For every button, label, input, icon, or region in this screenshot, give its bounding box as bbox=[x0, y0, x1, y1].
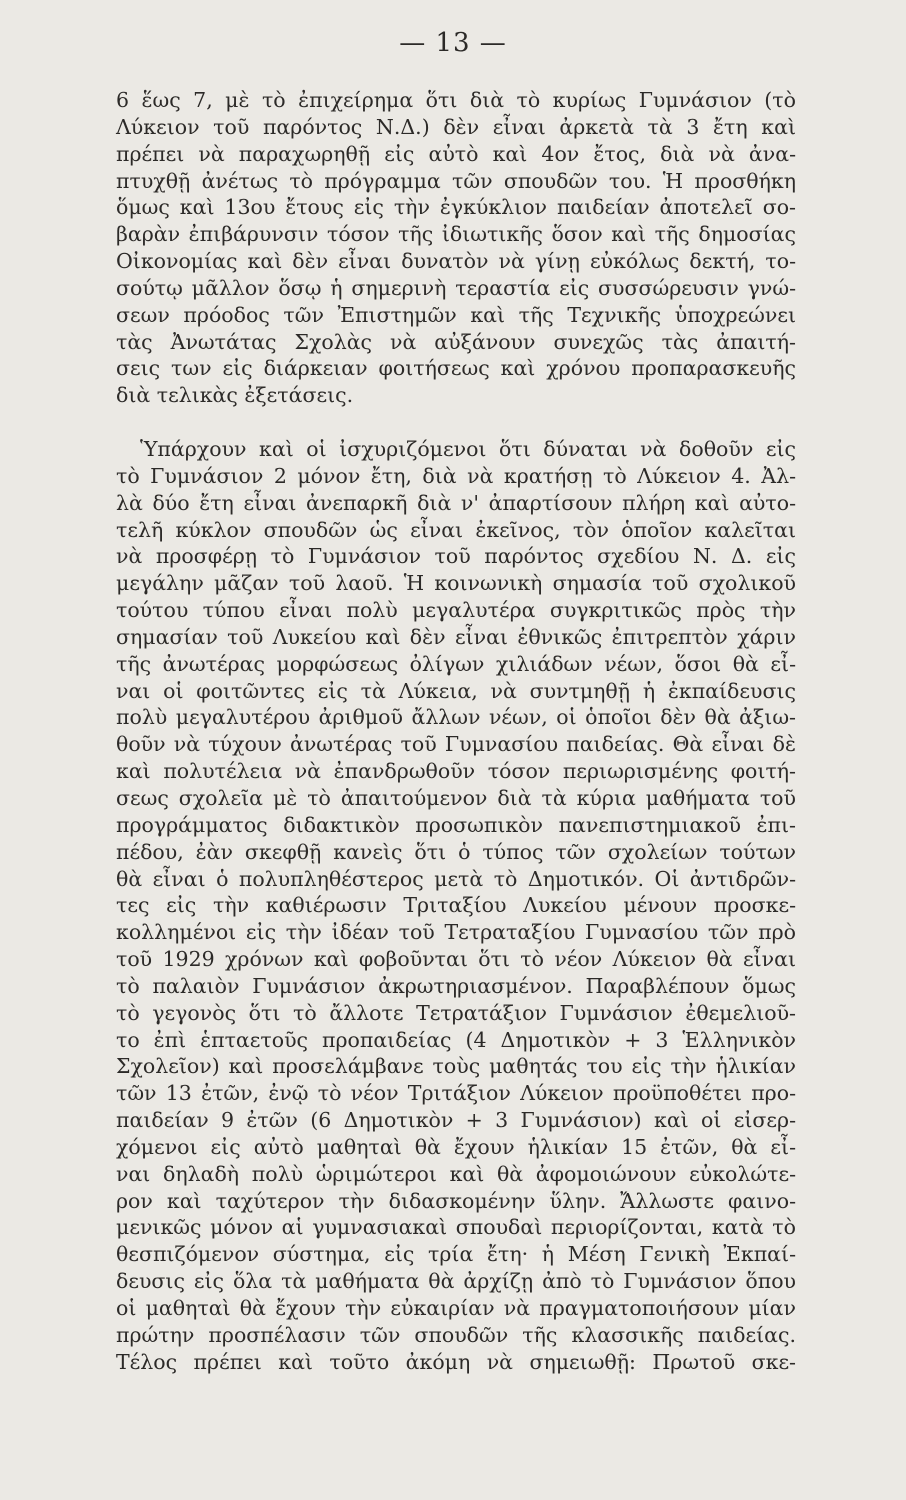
text-line: τὸ γεγονὸς ὅτι τὸ ἄλλοτε Τετρατάξιον Γυμνάσιον ἐθεμελιοῦ- bbox=[116, 1000, 796, 1025]
text-line: Τέλος πρέπει καὶ τοῦτο ἀκόμη νὰ σημειωθῇ: Πρωτοῦ σκε- bbox=[116, 1349, 796, 1374]
text-line: τελῆ κύκλον σπουδῶν ὡς εἶναι ἐκεῖνος, τὸν ὁποῖον καλεῖται bbox=[116, 517, 796, 542]
text-line: χόμενοι εἰς αὐτὸ μαθηταὶ θὰ ἔχουν ἡλικίαν 15 ἐτῶν, θὰ εἶ- bbox=[116, 1134, 796, 1159]
text-line: Οἰκονομίας καὶ δὲν εἶναι δυνατὸν νὰ γίνῃ εὐκόλως δεκτή, το- bbox=[116, 249, 796, 274]
text-line: νὰ προσφέρῃ τὸ Γυμνάσιον τοῦ παρόντος σχεδίου Ν. Δ. εἰς bbox=[116, 544, 796, 569]
text-line: ρον καὶ ταχύτερον τὴν διδασκομένην ὕλην. Ἄλλωστε φαινο- bbox=[116, 1188, 796, 1213]
text-line: κολλημένοι εἰς τὴν ἰδέαν τοῦ Τετραταξίου Γυμνασίου τῶν πρὸ bbox=[116, 920, 796, 945]
text-line: τὰς Ἀνωτάτας Σχολὰς νὰ αὐξάνουν συνεχῶς τὰς ἀπαιτή- bbox=[116, 329, 796, 354]
text-line: θοῦν νὰ τύχουν ἀνωτέρας τοῦ Γυμνασίου παιδείας. Θὰ εἶναι δὲ bbox=[116, 732, 796, 757]
text-line: θὰ εἶναι ὁ πολυπληθέστερος μετὰ τὸ Δημοτικόν. Οἱ ἀντιδρῶν- bbox=[116, 866, 796, 891]
text-line: ναι δηλαδὴ πολὺ ὡριμώτεροι καὶ θὰ ἀφομοιώνουν εὐκολώτε- bbox=[116, 1161, 796, 1186]
text-line: τῆς ἀνωτέρας μορφώσεως ὀλίγων χιλιάδων νέων, ὅσοι θὰ εἶ- bbox=[116, 651, 796, 676]
paragraph-1 bbox=[116, 87, 796, 409]
page-number: — 13 — bbox=[399, 28, 507, 58]
text-line: πρώτην προσπέλασιν τῶν σπουδῶν τῆς κλασσικῆς παιδείας. bbox=[116, 1322, 796, 1347]
text-line: βαρὰν ἐπιβάρυνσιν τόσον τῆς ἰδιωτικῆς ὅσον καὶ τῆς δημοσίας bbox=[116, 222, 796, 247]
text-line: διὰ τελικὰς ἐξετάσεις. bbox=[116, 383, 354, 408]
text-line: μενικῶς μόνον αἱ γυμνασιακαὶ σπουδαὶ περιορίζονται, κατὰ τὸ bbox=[116, 1215, 796, 1240]
text-line: 6 ἕως 7, μὲ τὸ ἐπιχείρημα ὅτι διὰ τὸ κυρίως Γυμνάσιον (τὸ bbox=[116, 88, 796, 112]
text-line: σούτῳ μᾶλλον ὅσῳ ἡ σημερινὴ τεραστία εἰς συσσώρευσιν γνώ- bbox=[116, 275, 796, 300]
text-line: προγράμματος διδακτικὸν προσωπικὸν πανεπιστημιακοῦ ἐπι- bbox=[116, 812, 796, 837]
text-line: πέδου, ἐὰν σκεφθῇ κανεὶς ὅτι ὁ τύπος τῶν σχολείων τούτων bbox=[116, 839, 796, 864]
text-line: Σχολεῖον) καὶ προσελάμβανε τοὺς μαθητάς του εἰς τὴν ἡλικίαν bbox=[116, 1054, 796, 1079]
paragraph-2 bbox=[116, 436, 796, 1376]
text-line: τούτου τύπου εἶναι πολὺ μεγαλυτέρα συγκριτικῶς πρὸς τὴν bbox=[116, 598, 796, 623]
text-line: το ἐπὶ ἑπταετοῦς προπαιδείας (4 Δημοτικὸν + 3 Ἑλληνικὸν bbox=[116, 1027, 796, 1052]
text-line: ναι οἱ φοιτῶντες εἰς τὰ Λύκεια, νὰ συντμηθῇ ἡ ἐκπαίδευσις bbox=[116, 678, 796, 703]
text-line: δευσις εἰς ὅλα τὰ μαθήματα θὰ ἀρχίζῃ ἀπὸ τὸ Γυμνάσιον ὅπου bbox=[116, 1269, 796, 1294]
text-line: οἱ μαθηταὶ θὰ ἔχουν τὴν εὐκαιρίαν νὰ πραγματοποιήσουν μίαν bbox=[116, 1296, 796, 1320]
text-line: παιδείαν 9 ἐτῶν (6 Δημοτικὸν + 3 Γυμνάσιον) καὶ οἱ εἰσερ- bbox=[116, 1108, 796, 1133]
text-line: σεων πρόοδος τῶν Ἐπιστημῶν καὶ τῆς Τεχνικῆς ὑποχρεώνει bbox=[116, 302, 796, 327]
text-line: πτυχθῇ ἀνέτως τὸ πρόγραμμα τῶν σπουδῶν του. Ἡ προσθήκη bbox=[116, 168, 796, 193]
text-line: ὅμως καὶ 13ου ἔτους εἰς τὴν ἐγκύκλιον παιδείαν ἀποτελεῖ σο- bbox=[116, 195, 796, 220]
text-line: καὶ πολυτέλεια νὰ ἐπανδρωθοῦν τόσον περιωρισμένης φοιτή- bbox=[116, 759, 796, 784]
text-line: τες εἰς τὴν καθιέρωσιν Τριταξίου Λυκείου μένουν προσκε- bbox=[116, 893, 796, 918]
text-line: θεσπιζόμενον σύστημα, εἰς τρία ἔτη· ἡ Μέση Γενικὴ Ἐκπαί- bbox=[116, 1242, 796, 1267]
text-line: τὸ Γυμνάσιον 2 μόνον ἔτη, διὰ νὰ κρατήσῃ τὸ Λύκειον 4. Ἀλ- bbox=[116, 463, 796, 488]
text-line: τοῦ 1929 χρόνων καὶ φοβοῦνται ὅτι τὸ νέον Λύκειον θὰ εἶναι bbox=[116, 947, 796, 972]
text-line: τῶν 13 ἐτῶν, ἐνῷ τὸ νέον Τριτάξιον Λύκειον προϋποθέτει προ- bbox=[116, 1081, 796, 1106]
text-line: σεις των εἰς διάρκειαν φοιτήσεως καὶ χρόνου προπαρασκευῆς bbox=[116, 356, 796, 381]
text-line: τὸ παλαιὸν Γυμνάσιον ἀκρωτηριασμένον. Παραβλέπουν ὅμως bbox=[116, 973, 796, 998]
text-line: σημασίαν τοῦ Λυκείου καὶ δὲν εἶναι ἐθνικῶς ἐπιτρεπτὸν χάριν bbox=[116, 624, 796, 649]
text-line: πρέπει νὰ παραχωρηθῇ εἰς αὐτὸ καὶ 4ον ἔτος, διὰ νὰ ἀνα- bbox=[116, 141, 796, 166]
text-line: Λύκειον τοῦ παρόντος Ν.Δ.) δὲν εἶναι ἀρκετὰ τὰ 3 ἔτη καὶ bbox=[116, 114, 796, 139]
text-line: Ὑπάρχουν καὶ οἱ ἰσχυριζόμενοι ὅτι δύναται νὰ δοθοῦν εἰς bbox=[140, 437, 796, 461]
text-line: σεως σχολεῖα μὲ τὸ ἀπαιτούμενον διὰ τὰ κύρια μαθήματα τοῦ bbox=[116, 785, 796, 810]
text-line: πολὺ μεγαλυτέρου ἀριθμοῦ ἄλλων νέων, οἱ ὁποῖοι δὲν θὰ ἀξιω- bbox=[116, 705, 796, 730]
text-line: λὰ δύο ἔτη εἶναι ἀνεπαρκῆ διὰ ν' ἀπαρτίσουν πλήρη καὶ αὐτο- bbox=[116, 490, 796, 515]
text-line: μεγάλην μᾶζαν τοῦ λαοῦ. Ἡ κοινωνικὴ σημασία τοῦ σχολικοῦ bbox=[116, 571, 796, 596]
